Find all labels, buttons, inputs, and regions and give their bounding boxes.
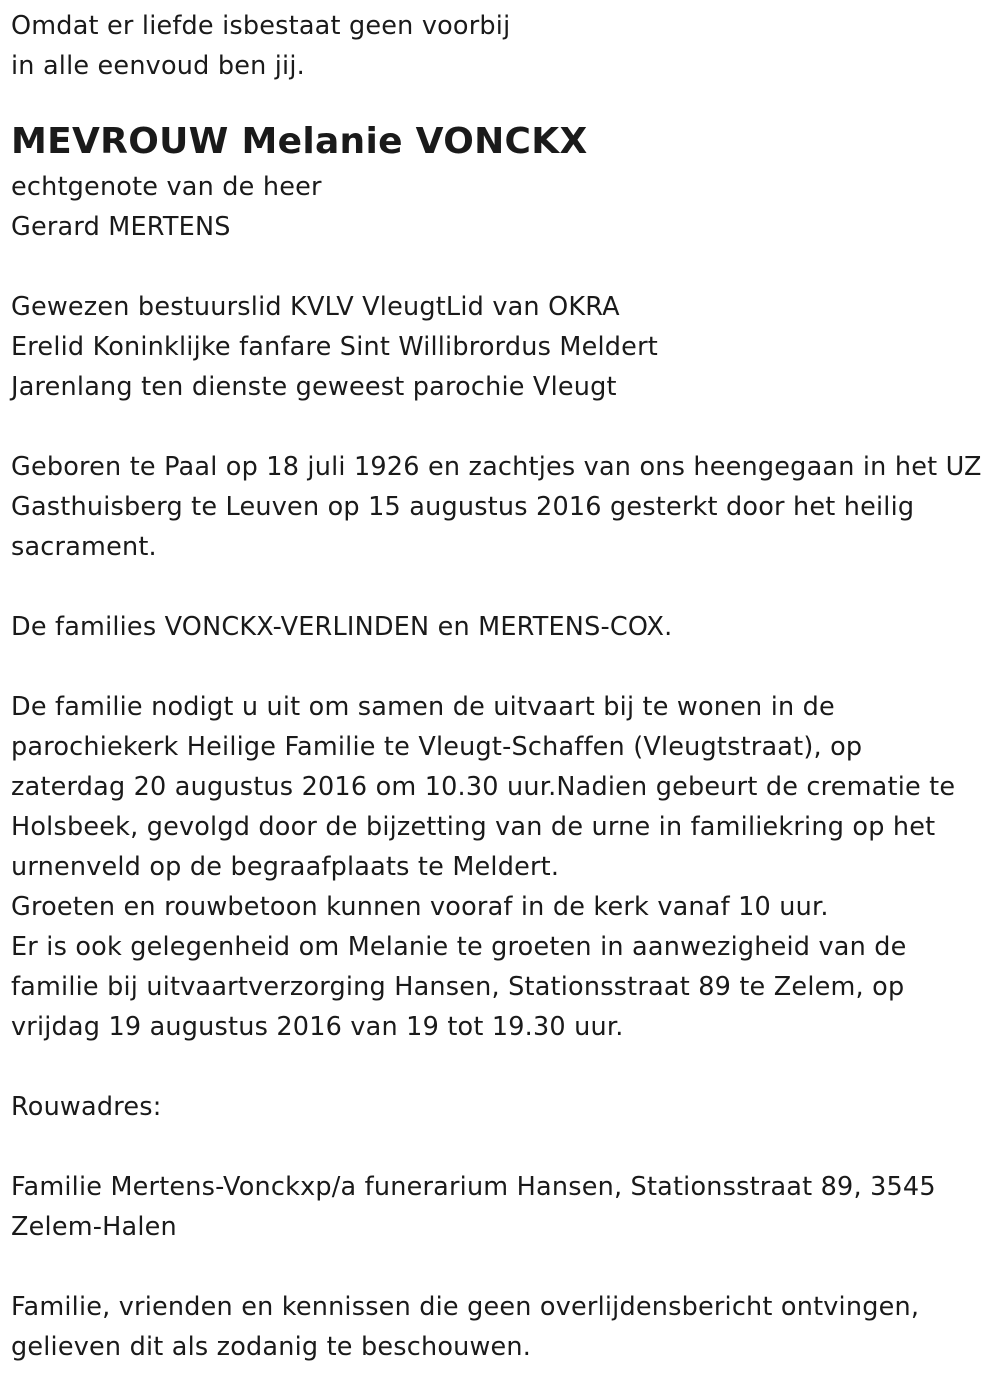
deceased-name: MEVROUW Melanie VONCKX [11, 121, 588, 162]
relation-line: echtgenote van de heer [11, 172, 322, 202]
address-line: Zelem-Halen [11, 1212, 177, 1242]
birth-death-line: Geboren te Paal op 18 juli 1926 en zachtjes van ons heengegaan in het UZ [11, 452, 982, 482]
closing-line: Familie, vrienden en kennissen die geen overlijdensbericht ontvingen, [11, 1292, 920, 1322]
funeral-line: Holsbeek, gevolgd door de bijzetting van de urne in familiekring op het [11, 812, 936, 842]
membership-line: Gewezen bestuurslid KVLV VleugtLid van OKRA [11, 292, 620, 322]
obituary-notice [11, 6, 996, 1367]
mourning-address [11, 1167, 996, 1247]
funeral-line: urnenveld op de begraafplaats te Meldert. [11, 852, 560, 882]
spacer [11, 1247, 996, 1287]
address-label: Rouwadres: [11, 1092, 162, 1122]
funeral-line: Er is ook gelegenheid om Melanie te groeten in aanwezigheid van de [11, 932, 907, 962]
funeral-line: De familie nodigt u uit om samen de uitvaart bij te wonen in de [11, 692, 835, 722]
funeral-line: familie bij uitvaartverzorging Hansen, Stationsstraat 89 te Zelem, op [11, 972, 905, 1002]
membership-line: Jarenlang ten dienste geweest parochie Vleugt [11, 372, 617, 402]
birth-death-line: Gasthuisberg te Leuven op 15 augustus 2016 gesterkt door het heilig [11, 492, 915, 522]
spacer [11, 407, 996, 447]
funeral-line: zaterdag 20 augustus 2016 om 10.30 uur.Nadien gebeurt de crematie te [11, 772, 956, 802]
funeral-details [11, 687, 996, 1047]
relation [11, 167, 996, 247]
funeral-line: Groeten en rouwbetoon kunnen vooraf in de kerk vanaf 10 uur. [11, 892, 829, 922]
closing-note [11, 1287, 996, 1367]
spacer [11, 1127, 996, 1167]
birth-death-info [11, 447, 996, 567]
membership-line: Erelid Koninklijke fanfare Sint Willibrordus Meldert [11, 332, 658, 362]
closing-line: gelieven dit als zodanig te beschouwen. [11, 1332, 532, 1362]
poem [11, 6, 996, 86]
spacer [11, 567, 996, 607]
spacer [11, 247, 996, 287]
spacer [11, 647, 996, 687]
spouse-name: Gerard MERTENS [11, 212, 231, 242]
birth-death-line: sacrament. [11, 532, 157, 562]
poem-line: in alle eenvoud ben jij. [11, 51, 305, 81]
address-line: Familie Mertens-Vonckxp/a funerarium Hansen, Stationsstraat 89, 3545 [11, 1172, 936, 1202]
funeral-line: parochiekerk Heilige Familie te Vleugt-Schaffen (Vleugtstraat), op [11, 732, 863, 762]
poem-line: Omdat er liefde isbestaat geen voorbij [11, 11, 511, 41]
funeral-line: vrijdag 19 augustus 2016 van 19 tot 19.30 uur. [11, 1012, 624, 1042]
families-line: De families VONCKX-VERLINDEN en MERTENS-COX. [11, 612, 673, 642]
memberships [11, 287, 996, 407]
spacer [11, 1047, 996, 1087]
